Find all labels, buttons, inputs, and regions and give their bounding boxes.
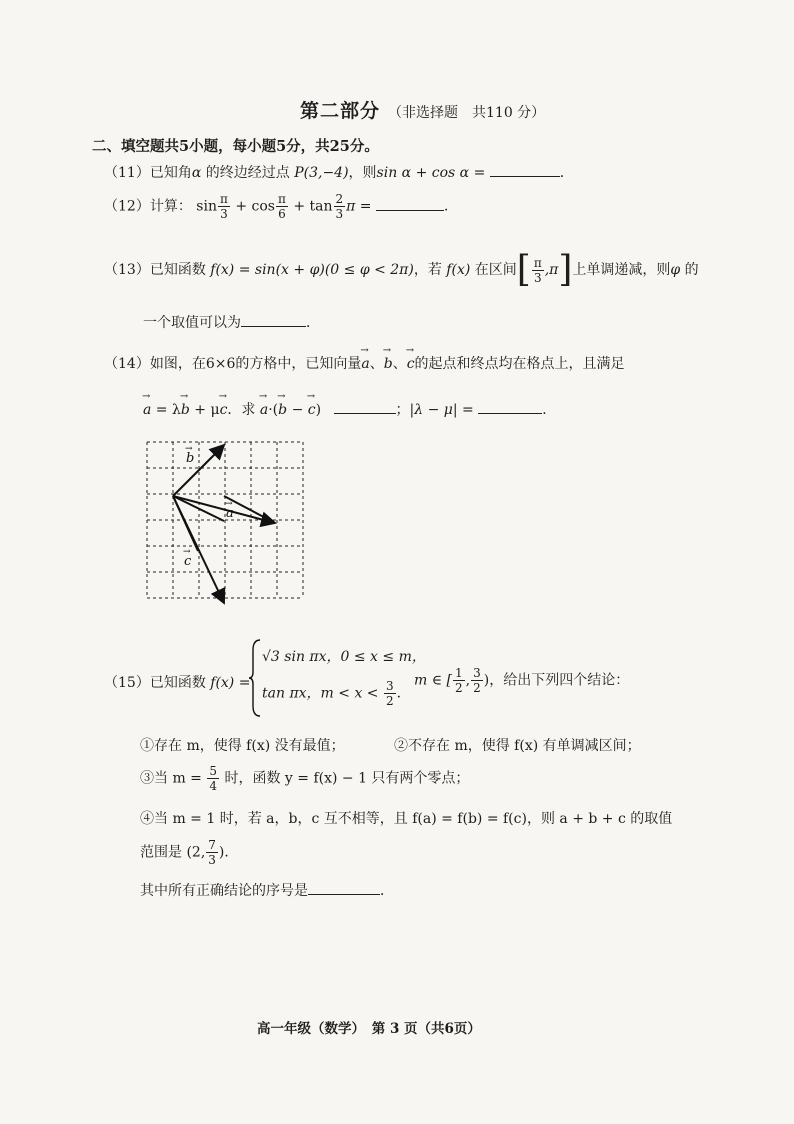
fraction: $\frac{7}{3}$: [208, 838, 216, 867]
answer-blank-11[interactable]: [490, 162, 560, 177]
vector-grid-figure: [140, 435, 310, 615]
fraction: $\frac{2}{3}$: [335, 192, 344, 221]
label-c: c: [184, 554, 192, 569]
label-b: b: [186, 451, 195, 466]
page-footer: 高一年级（数学） 第 3 页（共6页）: [257, 1021, 481, 1037]
question-12: （12）计算： sin $\frac{\pi}{3}$ + cos $\frac{\pi}{6}$ + tan $\frac{2}{3}$ π = ．: [104, 192, 458, 221]
page-title: [300, 96, 545, 123]
part-title: 第二部分: [300, 100, 381, 122]
question-15-ask: 其中所有正确结论的序号是 ．: [140, 880, 394, 900]
section-heading: 二、填空题共5小题，每小题5分，共25分。: [92, 138, 379, 155]
conclusion-4-range: 范围是 (2, $\frac{7}{3}$ )．: [140, 838, 239, 867]
conclusion-1: ①存在 m，使得 f(x) 没有最值；: [140, 738, 345, 754]
fraction: $\frac{\pi}{3}$: [533, 255, 542, 285]
svg-text:→: →: [183, 547, 191, 557]
conclusion-2: ②不存在 m，使得 f(x) 有单调减区间；: [394, 738, 641, 754]
vector-b-line: [173, 445, 224, 496]
question-11: （11）已知角α 的终边经过点 P(3,−4)，则sin α + cos α = ．: [104, 162, 574, 182]
vector-a-line: [173, 496, 275, 523]
question-13: （13）已知函数 f(x) = sin(x + φ)(0 ≤ φ < 2π)，若 f(x) 在区间[ $\frac{\pi}{3}$ ,π]上单调递减，则φ 的: [104, 249, 699, 290]
piecewise-case-2: tan πx，m < x < $\frac{3}{2}$ ．: [262, 679, 411, 708]
auxiliary-line: [173, 496, 198, 551]
fraction: $\frac{\pi}{6}$: [277, 192, 286, 221]
m-range: m ∈ [ $\frac{1}{2}$ , $\frac{3}{2}$ )，给出下列四个结论：: [414, 666, 630, 695]
fraction: $\frac{5}{4}$: [209, 764, 217, 793]
piecewise-case-1: √3 sin πx，0 ≤ x ≤ m，: [262, 649, 426, 665]
question-14-line2: → a = λ→ b + μ→ c．求 → a·(→ b − → c) ；|λ − μ| = ．: [143, 399, 556, 419]
answer-blank-14b[interactable]: [478, 399, 542, 414]
svg-text:→: →: [185, 444, 193, 454]
svg-text:→: →: [225, 499, 233, 509]
part-note: （非选择题 共110 分）: [388, 105, 546, 121]
conclusion-4: ④当 m = 1 时，若 a，b，c 互不相等，且 f(a) = f(b) = f(c)，则 a + b + c 的取值: [140, 811, 673, 827]
question-15: （15）已知函数 f(x) =: [104, 675, 251, 691]
question-14: （14）如图，在6×6的方格中，已知向量→ a、→ b、→ c的起点和终点均在格点上，且满足: [104, 353, 625, 373]
fraction: $\frac{1}{2}$: [455, 666, 463, 695]
answer-blank-14a[interactable]: [334, 399, 396, 414]
answer-blank-12[interactable]: [376, 196, 444, 211]
conclusion-3: ③当 m = $\frac{5}{4}$ 时，函数 y = f(x) − 1 只有两个零点；: [140, 764, 470, 793]
question-13-line2: 一个取值可以为 ．: [143, 312, 320, 332]
piecewise-brace: [248, 638, 262, 718]
grid-lines: [147, 442, 303, 598]
answer-blank-15[interactable]: [308, 880, 380, 895]
label-a: a: [226, 506, 234, 521]
fraction: $\frac{\pi}{3}$: [219, 192, 228, 221]
fraction: $\frac{3}{2}$: [473, 666, 481, 695]
answer-blank-13[interactable]: [241, 312, 306, 327]
fraction: $\frac{3}{2}$: [385, 679, 394, 708]
